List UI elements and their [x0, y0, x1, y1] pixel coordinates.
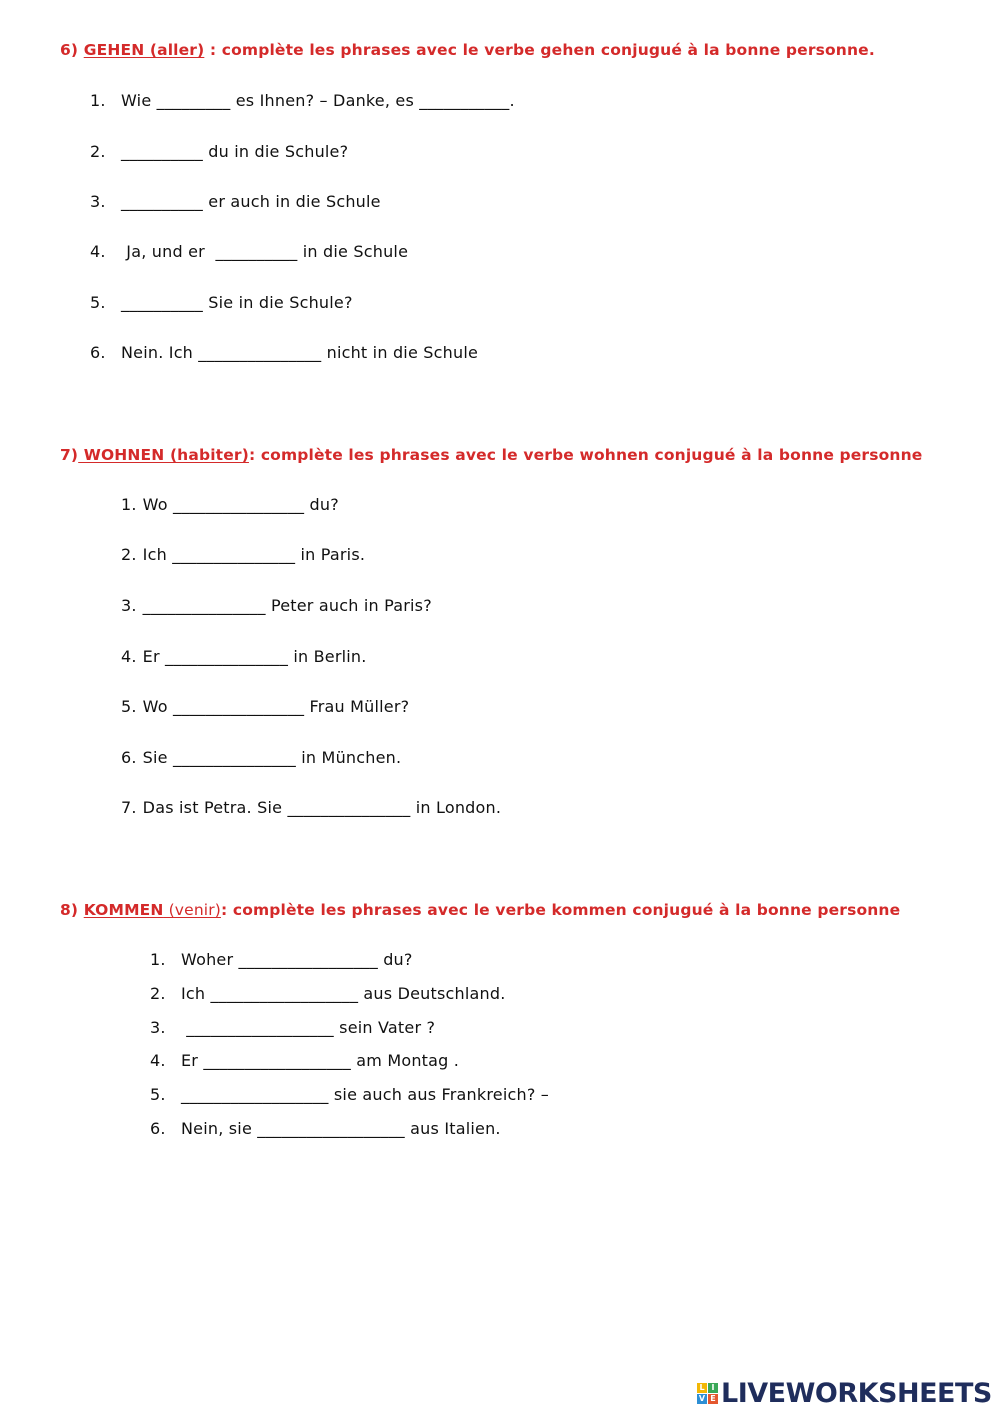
- exercise-6-item-4: [90, 242, 408, 261]
- item-number: 4.: [150, 1051, 166, 1070]
- item-text: Wo ________________ du?: [142, 495, 339, 514]
- logo-block-i: I: [708, 1383, 718, 1393]
- item-number: 2.: [90, 142, 106, 161]
- exercise-7-item-1: [121, 495, 339, 514]
- item-text: Ich __________________ aus Deutschland.: [181, 984, 506, 1003]
- section-7-instruction: : complète les phrases avec le verbe wohnen conjugué à la bonne personne: [248, 446, 923, 464]
- section-7-number: 7): [60, 446, 79, 464]
- item-number: 6.: [150, 1119, 166, 1138]
- exercise-6-item-2: [90, 142, 348, 161]
- item-number: 3.: [121, 596, 137, 615]
- item-text: __________________ sie auch aus Frankreich? –: [181, 1085, 549, 1104]
- item-text: Nein. Ich _______________ nicht in die Schule: [121, 343, 479, 362]
- exercise-6-item-6: [90, 343, 478, 362]
- item-number: 3.: [90, 192, 106, 211]
- item-number: 6.: [121, 748, 137, 767]
- item-text: Ich _______________ in Paris.: [142, 545, 366, 564]
- exercise-6-item-1: [90, 91, 515, 110]
- item-text: Das ist Petra. Sie _______________ in London.: [142, 798, 502, 817]
- item-number: 4.: [121, 647, 137, 666]
- item-number: 5.: [90, 293, 106, 312]
- exercise-8-item-5: [150, 1085, 549, 1104]
- item-text: Wie _________ es Ihnen? – Danke, es ___________.: [121, 91, 515, 110]
- exercise-7-item-5: [121, 697, 409, 716]
- section-8-heading: [60, 901, 900, 919]
- item-text: Woher _________________ du?: [181, 950, 413, 969]
- item-number: 4.: [90, 242, 106, 261]
- logo-block-l: L: [697, 1383, 707, 1393]
- item-number: 1.: [121, 495, 137, 514]
- section-7-verb: WOHNEN (habiter): [78, 446, 249, 464]
- exercise-7-item-7: [121, 798, 501, 817]
- item-number: 6.: [90, 343, 106, 362]
- exercise-6-item-5: [90, 293, 353, 312]
- item-number: 1.: [150, 950, 166, 969]
- item-number: 7.: [121, 798, 137, 817]
- exercise-8-item-2: [150, 984, 505, 1003]
- logo-block-e: E: [708, 1394, 718, 1404]
- exercise-8-item-6: [150, 1119, 501, 1138]
- logo-block-v: V: [698, 1393, 706, 1403]
- logo-text: LIVEWORKSHEETS: [721, 1377, 992, 1409]
- section-8-instruction: : complète les phrases avec le verbe kommen conjugué à la bonne personne: [220, 901, 901, 919]
- item-text: Er __________________ am Montag .: [181, 1051, 460, 1070]
- item-text: __________ Sie in die Schule?: [121, 293, 353, 312]
- item-text: __________ du in die Schule?: [121, 142, 349, 161]
- exercise-7-item-6: [121, 748, 401, 767]
- item-text: _______________ Peter auch in Paris?: [142, 596, 432, 615]
- item-number: 2.: [150, 984, 166, 1003]
- section-6-heading: [60, 41, 875, 59]
- exercise-7-item-2: [121, 545, 365, 564]
- item-number: 2.: [121, 545, 137, 564]
- item-text: Ja, und er __________ in die Schule: [121, 242, 409, 261]
- section-6-verb: GEHEN (aller): [83, 41, 205, 59]
- section-6-instruction: : complète les phrases avec le verbe gehen conjugué à la bonne personne.: [204, 41, 875, 59]
- section-7-heading: [60, 446, 922, 464]
- item-text: Sie _______________ in München.: [142, 748, 402, 767]
- liveworksheets-logo-icon: [697, 1383, 718, 1404]
- exercise-7-item-4: [121, 647, 367, 666]
- section-8-number: 8): [60, 901, 79, 919]
- item-number: 5.: [121, 697, 137, 716]
- exercise-8-item-4: [150, 1051, 459, 1070]
- section-8-verb: KOMMEN: [83, 901, 164, 919]
- section-8-translation: (venir): [163, 901, 221, 919]
- item-text: Nein, sie __________________ aus Italien.: [181, 1119, 501, 1138]
- liveworksheets-logo[interactable]: [697, 1378, 992, 1408]
- item-number: 5.: [150, 1085, 166, 1104]
- exercise-6-item-3: [90, 192, 381, 211]
- item-text: Er _______________ in Berlin.: [142, 647, 367, 666]
- exercise-8-item-1: [150, 950, 413, 969]
- exercise-7-item-3: [121, 596, 432, 615]
- item-number: 1.: [90, 91, 106, 110]
- exercise-8-item-3: [150, 1018, 435, 1037]
- item-text: __________ er auch in die Schule: [121, 192, 381, 211]
- item-text: Wo ________________ Frau Müller?: [142, 697, 410, 716]
- item-text: __________________ sein Vater ?: [181, 1018, 436, 1037]
- section-6-number: 6): [60, 41, 79, 59]
- item-number: 3.: [150, 1018, 166, 1037]
